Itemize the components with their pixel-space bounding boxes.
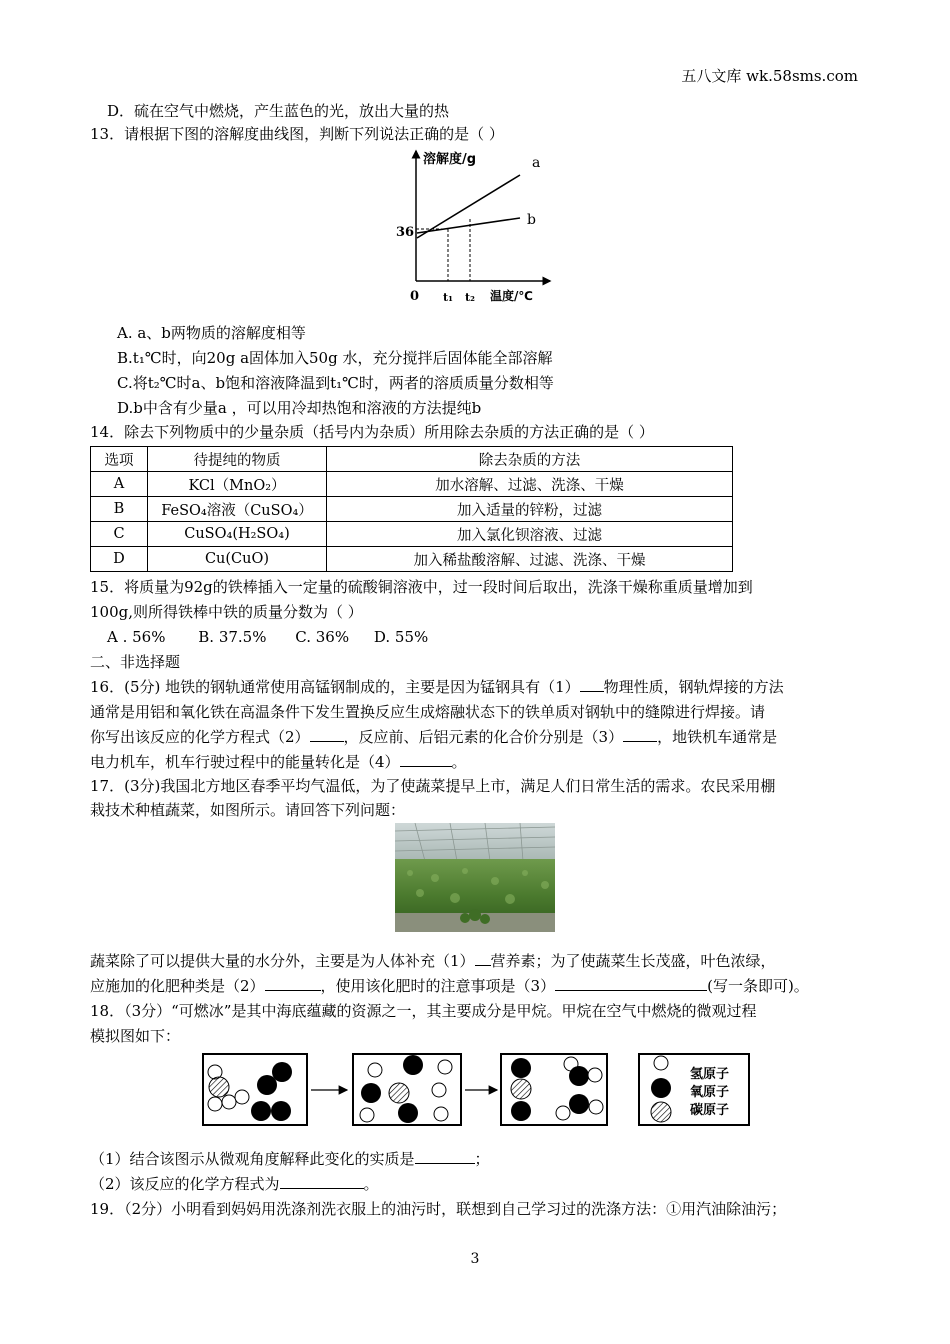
answer-blank xyxy=(400,752,452,767)
x-tick-t2: t₂ xyxy=(465,291,475,304)
row-substance: FeSO₄溶液（CuSO₄） xyxy=(148,497,327,522)
q16-text: 。 xyxy=(451,753,467,771)
answer-blank xyxy=(475,951,491,966)
x-axis-label: 温度/℃ xyxy=(490,289,533,303)
section-title: 二、非选择题 xyxy=(90,653,181,671)
row-option: D xyxy=(91,547,148,572)
answer-blank xyxy=(265,976,321,991)
oxygen-atom-icon xyxy=(651,1078,671,1098)
row-method: 加水溶解、过滤、洗涤、干燥 xyxy=(327,472,733,497)
q16-text: 电力机车，机车行驶过程中的能量转化是（4） xyxy=(90,753,400,771)
q15-line2: 100g,则所得铁棒中铁的质量分数为（ ） xyxy=(90,603,363,621)
series-a-label: a xyxy=(532,155,541,171)
row-substance: Cu(CuO) xyxy=(148,547,327,572)
q17-text: 营养素；为了使蔬菜生长茂盛，叶色浓绿， xyxy=(490,952,776,970)
q17-line1: 17．(3分)我国北方地区春季平均气温低，为了使蔬菜提早上市，满足人们日常生活的需求。农民采用棚 xyxy=(90,777,776,795)
y-axis-label: 溶解度/g xyxy=(423,152,477,167)
table-row xyxy=(91,472,733,497)
q17-text: ，使用该化肥时的注意事项是（3） xyxy=(320,977,556,995)
q14-table xyxy=(90,446,733,572)
hydrogen-atom-icon xyxy=(654,1056,668,1070)
q18-sub2 xyxy=(90,1174,379,1194)
row-option: C xyxy=(91,522,148,547)
q12-option-d: D．硫在空气中燃烧，产生蓝色的光，放出大量的热 xyxy=(107,102,450,120)
q16-line2: 通常是用铝和氧化铁在高温条件下发生置换反应生成熔融状态下的铁单质对钢轨中的缝隙进行焊接。请 xyxy=(90,703,766,721)
row-substance: CuSO₄(H₂SO₄) xyxy=(148,522,327,547)
q13-option-c: C.将t₂℃时a、b饱和溶液降温到t₁℃时，两者的溶质质量分数相等 xyxy=(117,374,554,392)
legend-oxygen: 氧原子 xyxy=(690,1085,730,1100)
q16-line3 xyxy=(90,727,777,747)
q18-text: （2）该反应的化学方程式为 xyxy=(90,1175,280,1193)
row-option: A xyxy=(91,472,148,497)
x-tick-t1: t₁ xyxy=(443,291,453,304)
q17-text: 蔬菜除了可以提供大量的水分外，主要是为人体补充（1） xyxy=(90,952,475,970)
y-tick-36: 36 xyxy=(396,225,415,240)
answer-blank xyxy=(310,727,344,742)
q13-option-a: A. a、b两物质的溶解度相等 xyxy=(117,324,306,342)
row-option: B xyxy=(91,497,148,522)
q16-line4 xyxy=(90,752,467,772)
q17-line4 xyxy=(90,976,809,996)
q15-option-c: C. 36% xyxy=(295,628,350,646)
answer-blank xyxy=(280,1174,364,1189)
row-method: 加入稀盐酸溶解、过滤、洗涤、干燥 xyxy=(327,547,733,572)
table-row xyxy=(91,547,733,572)
table-header-row xyxy=(91,447,733,472)
q15-option-d: D. 55% xyxy=(373,628,429,646)
greenhouse-photo xyxy=(395,823,555,932)
q17-text: 应施加的化肥种类是（2） xyxy=(90,977,265,995)
solubility-chart xyxy=(390,145,560,305)
answer-blank xyxy=(555,976,707,991)
answer-blank xyxy=(623,727,657,742)
q18-text: ； xyxy=(474,1150,490,1168)
row-method: 加入适量的锌粉，过滤 xyxy=(327,497,733,522)
answer-blank xyxy=(580,677,604,692)
reaction-diagram xyxy=(195,1050,755,1130)
q16-text: 你写出该反应的化学方程式（2） xyxy=(90,728,310,746)
row-method: 加入氯化钡溶液、过滤 xyxy=(327,522,733,547)
q17-text: (写一条即可)。 xyxy=(707,977,809,995)
q18-line2: 模拟图如下： xyxy=(90,1027,181,1045)
q13-option-d: D.b中含有少量a ，可以用冷却热饱和溶液的方法提纯b xyxy=(117,399,482,417)
page-header: 五八文库 wk.58sms.com xyxy=(681,67,858,85)
q17-line3 xyxy=(90,951,776,971)
q18-line1: 18．（3分）“可燃冰”是其中海底蕴藏的资源之一，其主要成分是甲烷。甲烷在空气中燃烧的微观过程 xyxy=(90,1002,757,1020)
q15-line1: 15．将质量为92g的铁棒插入一定量的硫酸铜溶液中，过一段时间后取出，洗涤干燥称重质量增加到 xyxy=(90,578,753,596)
table-row xyxy=(91,522,733,547)
table-row xyxy=(91,497,733,522)
q16-text: ，地铁机车通常是 xyxy=(657,728,778,746)
q16-text: 16．(5分) 地铁的钢轨通常使用高锰钢制成的，主要是因为锰钢具有（1） xyxy=(90,678,580,696)
header-substance: 待提纯的物质 xyxy=(148,447,327,472)
q15-option-a: A . 56% xyxy=(107,628,166,646)
q16-line1 xyxy=(90,677,784,697)
q15-options xyxy=(107,627,428,647)
header-method: 除去杂质的方法 xyxy=(327,447,733,472)
header-option: 选项 xyxy=(91,447,148,472)
row-substance: KCl（MnO₂） xyxy=(148,472,327,497)
q16-text: 物理性质，钢轨焊接的方法 xyxy=(603,678,784,696)
q18-text: （1）结合该图示从微观角度解释此变化的实质是 xyxy=(90,1150,415,1168)
curve-b xyxy=(417,218,520,233)
page-number: 3 xyxy=(470,1251,480,1267)
q18-sub1 xyxy=(90,1149,490,1169)
q13-stem: 13．请根据下图的溶解度曲线图，判断下列说法正确的是（ ） xyxy=(90,125,504,143)
carbon-atom-icon xyxy=(651,1102,671,1122)
q17-line2: 栽技术种植蔬菜，如图所示。请回答下列问题： xyxy=(90,801,406,819)
legend-hydrogen: 氢原子 xyxy=(690,1067,730,1082)
origin-label: 0 xyxy=(410,289,420,304)
q16-text: ，反应前、后铝元素的化合价分别是（3） xyxy=(343,728,624,746)
q14-stem: 14．除去下列物质中的少量杂质（括号内为杂质）所用除去杂质的方法正确的是（ ） xyxy=(90,423,654,441)
legend-carbon: 碳原子 xyxy=(690,1103,730,1118)
series-b-label: b xyxy=(527,212,536,228)
q13-option-b: B.t₁℃时，向20g a固体加入50g 水，充分搅拌后固体能全部溶解 xyxy=(117,349,553,367)
answer-blank xyxy=(415,1149,475,1164)
q15-option-b: B. 37.5% xyxy=(198,628,267,646)
q18-text: 。 xyxy=(363,1175,379,1193)
q19-line1: 19．（2分）小明看到妈妈用洗涤剂洗衣服上的油污时，联想到自己学习过的洗涤方法：①用汽油除油污； xyxy=(90,1200,787,1218)
